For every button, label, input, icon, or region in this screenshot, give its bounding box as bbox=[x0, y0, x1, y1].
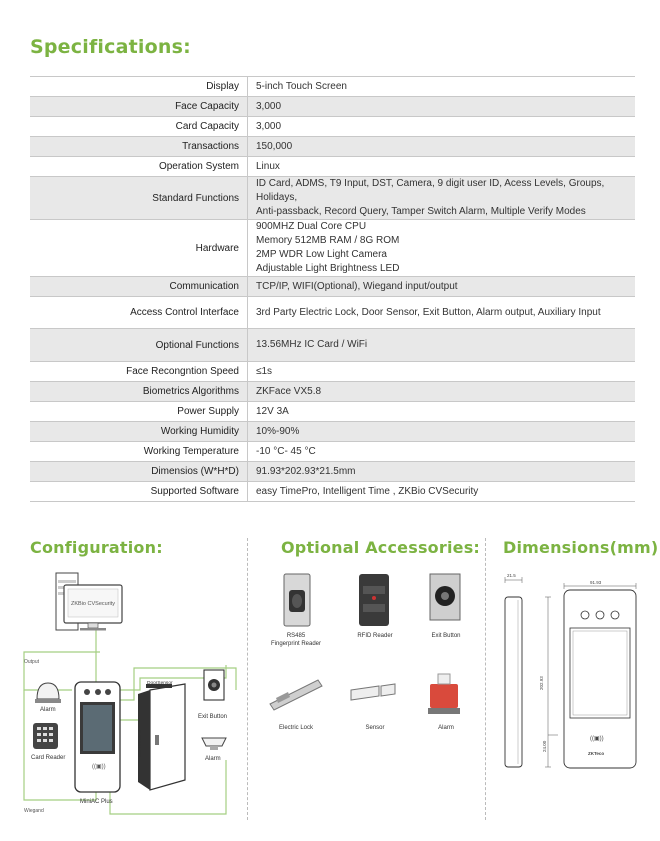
spec-value-line: 10%-90% bbox=[256, 425, 300, 437]
spec-value-line: 91.93*202.93*21.5mm bbox=[256, 465, 356, 477]
specifications-title: Specifications: bbox=[30, 36, 191, 58]
spec-label: Communication bbox=[30, 277, 248, 297]
spec-label: Display bbox=[30, 77, 248, 97]
spec-label: Optional Functions bbox=[30, 329, 248, 362]
device-side-view bbox=[505, 597, 522, 767]
spec-value-line: Adjustable Light Brightness LED bbox=[256, 263, 400, 274]
spec-label: Hardware bbox=[30, 220, 248, 277]
svg-text:((▣)): ((▣)) bbox=[92, 764, 106, 770]
spec-label: Card Capacity bbox=[30, 117, 248, 137]
monitor-screen-text: ZKBio CVSecurity bbox=[71, 601, 116, 607]
svg-text:ZKTeco: ZKTeco bbox=[588, 751, 605, 756]
exit-button-label: Exit Button bbox=[198, 714, 228, 720]
spec-label: Face Capacity bbox=[30, 97, 248, 117]
spec-label: Access Control Interface bbox=[30, 297, 248, 329]
accessory-caption-line: Electric Lock bbox=[278, 725, 313, 731]
width-label: 91.93 bbox=[590, 580, 602, 585]
spec-value-line: 13.56MHz IC Card / WiFi bbox=[256, 339, 368, 350]
spec-label: Transactions bbox=[30, 137, 248, 157]
spec-value-line: easy TimePro, Intelligent Time , ZKBio CVSecurity bbox=[256, 485, 479, 497]
height-label: 202.93 bbox=[539, 676, 544, 690]
electric-lock-label: Electric Lock bbox=[136, 730, 141, 758]
alarm-right-label: Alarm bbox=[205, 756, 221, 762]
door-sensor-label: DoorSensor bbox=[147, 681, 173, 686]
device-front-view bbox=[564, 590, 636, 768]
spec-value-line: TCP/IP, WIFI(Optional), Wiegand input/output bbox=[256, 280, 458, 292]
spec-value-line: ID Card, ADMS, T9 Input, DST, Camera, 9 digit user ID, Acess Levels, Groups, Holidays, bbox=[256, 178, 605, 203]
configuration-title: Configuration: bbox=[30, 538, 163, 557]
spec-value-line: ZKFace VX5.8 bbox=[256, 385, 322, 397]
accessory-caption-line: Alarm bbox=[438, 725, 454, 731]
alarm-left-label: Alarm bbox=[40, 707, 56, 713]
spec-label: Power Supply bbox=[30, 402, 248, 422]
accessory-caption-line: Exit Button bbox=[431, 633, 461, 639]
dimensions-title: Dimensions(mm) bbox=[503, 538, 659, 557]
spec-value-line: 5-inch Touch Screen bbox=[256, 80, 347, 92]
output-label: Output bbox=[24, 659, 40, 665]
spec-value-line: Linux bbox=[256, 160, 280, 172]
accessory-caption-line: Fingerprint Reader bbox=[270, 641, 322, 647]
spec-value-line: 2MP WDR Low Light Camera bbox=[256, 249, 387, 260]
spec-value-line: 3,000 bbox=[256, 120, 282, 132]
spec-label: Working Temperature bbox=[30, 442, 248, 462]
spec-value-line: 900MHZ Dual Core CPU bbox=[256, 221, 367, 232]
lower-height-label: 24.00 bbox=[542, 740, 547, 752]
svg-text:((▣)): ((▣)) bbox=[590, 736, 604, 742]
spec-value-line: ≤1s bbox=[256, 365, 273, 377]
spec-value-line: Anti-passback, Record Query, Tamper Switch Alarm, Multiple Verify Modes bbox=[256, 206, 586, 217]
spec-label: Face Recongntion Speed bbox=[30, 362, 248, 382]
spec-label: Dimensios (W*H*D) bbox=[30, 462, 248, 482]
spec-label: Biometrics Algorithms bbox=[30, 382, 248, 402]
device-label: MiniAC Plus bbox=[80, 799, 113, 805]
accessory-caption-line: Sensor bbox=[365, 725, 385, 731]
spec-label: Working Humidity bbox=[30, 422, 248, 442]
spec-value-line: -10 °C- 45 °C bbox=[256, 445, 316, 457]
accessory-caption-line: RS485 bbox=[286, 633, 306, 639]
spec-label: Operation System bbox=[30, 157, 248, 177]
spec-value-line: 150,000 bbox=[256, 140, 293, 152]
card-reader-label: Card Reader bbox=[31, 755, 66, 761]
spec-value-line: 12V 3A bbox=[256, 405, 289, 417]
spec-value-line: 3rd Party Electric Lock, Door Sensor, Exit Button, Alarm output, Auxiliary Input bbox=[256, 306, 601, 318]
spec-value-line: Memory 512MB RAM / 8G ROM bbox=[256, 235, 400, 246]
optional-accessories-title: Optional Accessories: bbox=[281, 538, 481, 557]
depth-label: 21.5 bbox=[507, 573, 516, 578]
wiegand-label: Wiegand bbox=[24, 808, 44, 814]
accessory-caption-line: RFID Reader bbox=[357, 633, 393, 639]
spec-value-line: 3,000 bbox=[256, 100, 282, 112]
spec-label: Supported Software bbox=[30, 482, 248, 502]
spec-label: Standard Functions bbox=[30, 177, 248, 220]
